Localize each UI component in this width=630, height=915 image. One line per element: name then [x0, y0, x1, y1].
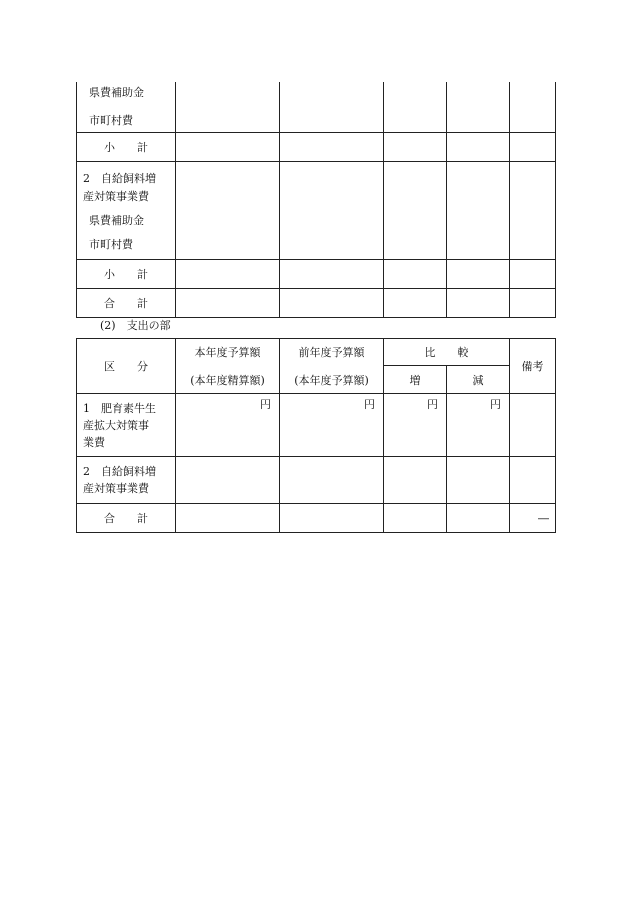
income-row-2-label	[77, 162, 176, 260]
income-cell	[280, 133, 384, 162]
income-cell	[384, 133, 447, 162]
unit-yen: 円	[176, 394, 280, 457]
income-cell	[280, 260, 384, 289]
expense-table	[76, 338, 556, 533]
expense-row-1-line-3: 業費	[83, 436, 105, 449]
expense-cell	[447, 457, 510, 504]
header-decrease: 減	[447, 366, 510, 394]
income-cell	[384, 260, 447, 289]
income-cell	[510, 162, 556, 260]
expense-row-1-line-1: 1 肥育素牛生	[83, 402, 156, 415]
income-row-2-line-2: 産対策事業費	[83, 190, 149, 203]
income-row-2-line-1: 2 自給飼料増	[83, 172, 156, 185]
income-cell	[447, 162, 510, 260]
income-cell	[280, 82, 384, 133]
expense-row-1-label	[77, 394, 176, 457]
income-cell	[447, 289, 510, 318]
income-cell	[510, 82, 556, 133]
income-subtotal-1: 小 計	[77, 133, 176, 162]
expense-row-2-line-1: 2 自給飼料増	[83, 465, 156, 478]
income-cell	[176, 289, 280, 318]
expense-row-2-line-2: 産対策事業費	[83, 482, 149, 495]
income-cell	[280, 289, 384, 318]
expense-cell	[384, 457, 447, 504]
unit-yen: 円	[384, 394, 447, 457]
income-table	[76, 82, 556, 318]
header-previous-budget-note: (本年度予算額)	[294, 374, 369, 387]
income-row-1-line-1: 県費補助金	[89, 86, 144, 99]
income-cell	[384, 82, 447, 133]
header-current-budget	[176, 339, 280, 394]
income-cell	[447, 260, 510, 289]
header-current-budget-label: 本年度予算額	[194, 346, 261, 359]
income-row-1-line-2: 市町村費	[89, 114, 133, 127]
expense-row-2-label	[77, 457, 176, 504]
income-row-2-line-4: 市町村費	[89, 238, 133, 251]
income-cell	[510, 260, 556, 289]
expense-cell	[176, 457, 280, 504]
header-increase: 増	[384, 366, 447, 394]
header-comparison: 比 較	[384, 339, 510, 366]
expense-cell	[280, 504, 384, 533]
unit-yen: 円	[280, 394, 384, 457]
header-previous-budget	[280, 339, 384, 394]
income-cell	[176, 162, 280, 260]
income-cell	[510, 289, 556, 318]
income-cell	[280, 162, 384, 260]
expense-cell	[280, 457, 384, 504]
income-subtotal-2: 小 計	[77, 260, 176, 289]
expense-cell	[510, 394, 556, 457]
expense-total-remarks: ―	[510, 504, 556, 533]
income-cell	[176, 82, 280, 133]
income-row-2-line-3: 県費補助金	[89, 214, 144, 227]
header-current-budget-note: (本年度精算額)	[190, 374, 265, 387]
expense-cell	[176, 504, 280, 533]
expense-cell	[510, 457, 556, 504]
income-cell	[176, 133, 280, 162]
header-category: 区 分	[77, 339, 176, 394]
expense-cell	[384, 504, 447, 533]
income-total: 合 計	[77, 289, 176, 318]
unit-yen: 円	[447, 394, 510, 457]
income-row-1-label	[77, 82, 176, 133]
header-remarks: 備考	[510, 339, 556, 394]
income-cell	[176, 260, 280, 289]
header-previous-budget-label: 前年度予算額	[298, 346, 365, 359]
expense-total: 合 計	[77, 504, 176, 533]
expense-section-heading: (2) 支出の部	[100, 319, 171, 332]
income-cell	[447, 133, 510, 162]
expense-row-1-line-2: 産拡大対策事	[83, 419, 149, 432]
expense-cell	[447, 504, 510, 533]
income-cell	[447, 82, 510, 133]
income-cell	[510, 133, 556, 162]
income-cell	[384, 162, 447, 260]
income-cell	[384, 289, 447, 318]
